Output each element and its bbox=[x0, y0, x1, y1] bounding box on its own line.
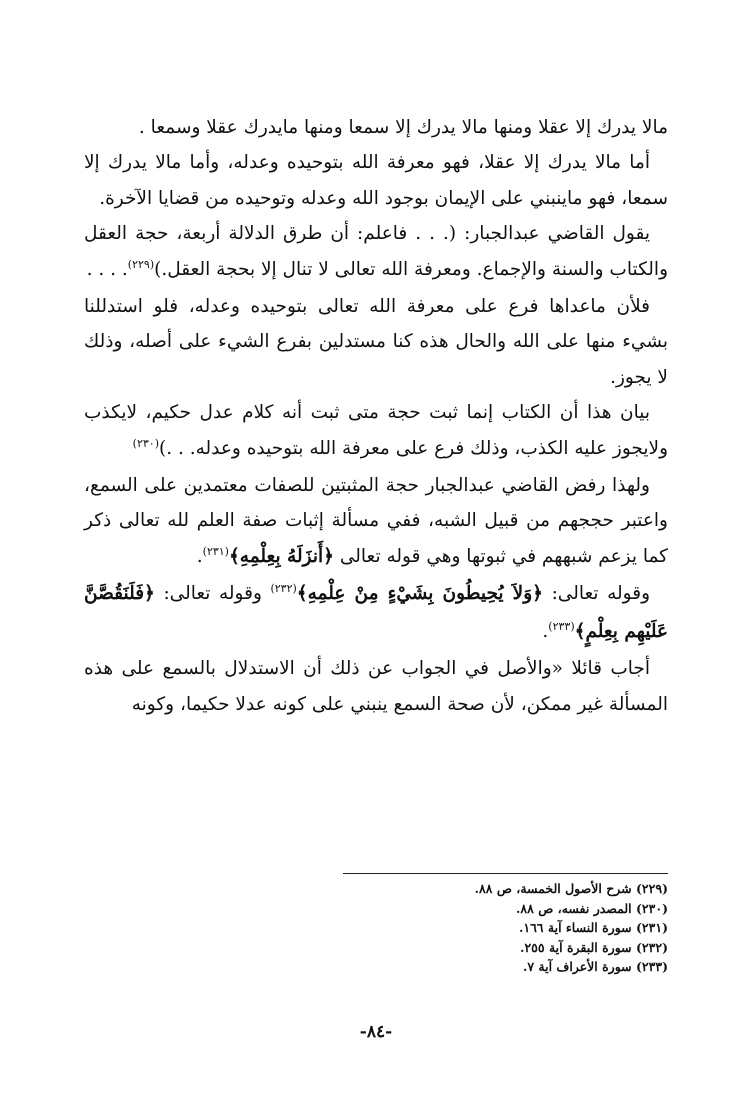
text-run: أجاب قائلا «والأصل في الجواب عن ذلك أن الاستدلال بالسمع على هذه المسألة غير ممكن، لأن صحة السمع ينبني على كونه عدلا حكيما، وكونه bbox=[84, 658, 668, 715]
text-run: . bbox=[196, 545, 203, 567]
paragraph-p7 bbox=[84, 576, 668, 651]
text-run: وقوله تعالى: bbox=[543, 583, 651, 605]
text-run: أما مالا يدرك إلا عقلا، فهو معرفة الله بتوحيده وعدله، وأما مالا يدرك إلا سمعا، فهو ماينبني على الإيمان بوجود الله وعدله وتوحيده من قضايا الآخرة. bbox=[84, 152, 668, 209]
footnote-ref: (٢٣٣) bbox=[548, 619, 575, 633]
footnote-item: (٢٣٠) المصدر نفسه، ص ٨٨. bbox=[516, 900, 668, 916]
quran-quote: ﴿أَنزَلَهُ بِعِلْمِهِ﴾ bbox=[228, 545, 334, 567]
paragraph-p8 bbox=[84, 651, 668, 722]
text-run: بيان هذا أن الكتاب إنما ثبت حجة متى ثبت أنه كلام عدل حكيم، لايكذب ولايجوز عليه الكذب، وذلك فرع على معرفة الله بتوحيده وعدله. . .) bbox=[84, 402, 668, 459]
paragraph-p2 bbox=[84, 145, 668, 216]
footnote-item: (٢٣٢) سورة البقرة آية ٢٥٥. bbox=[520, 939, 668, 955]
text-run: وقوله تعالى: bbox=[154, 583, 271, 605]
quran-quote: ﴿فَلَنَقُصَّنَّ عَلَيْهِم بِعِلْمٍ﴾ bbox=[84, 583, 668, 642]
paragraph-p5 bbox=[84, 395, 668, 468]
footnote-item: (٢٣٣) سورة الأعراف آية ٧. bbox=[522, 959, 668, 974]
paragraph-p3 bbox=[84, 216, 668, 289]
paragraph-p6 bbox=[84, 468, 668, 576]
page-number: -٨٤- bbox=[359, 1022, 393, 1042]
body-text bbox=[84, 110, 668, 722]
footnote-ref: (٢٣١) bbox=[202, 544, 229, 558]
paragraph-p4 bbox=[84, 289, 668, 395]
footnote-item: (٢٣١) سورة النساء آية ١٦٦. bbox=[519, 920, 668, 935]
footnote-ref: (٢٢٩) bbox=[127, 257, 155, 271]
quran-quote: ﴿وَلاَ يُحِيطُونَ بِشَيْءٍ مِنْ عِلْمِهِ﴾ bbox=[296, 583, 543, 605]
footnote-divider bbox=[343, 873, 668, 874]
text-run: . bbox=[542, 620, 549, 642]
text-run: يقول القاضي عبدالجبار: (. . . فاعلم: أن طرق الدلالة أربعة، حجة العقل والكتاب والسنة والإجماع. ومعرفة الله تعالى لا تنال إلا بحجة العقل.) bbox=[84, 223, 668, 280]
text-run: فلأن ماعداها فرع على معرفة الله تعالى بتوحيده وعدله، فلو استدللنا بشيء منها على الله والحال هذه كنا مستدلين بفرع الشيء على أصله، وذلك لا يجوز. bbox=[84, 296, 668, 388]
paragraph-p1 bbox=[84, 110, 668, 145]
footnote-ref: (٢٣٠) bbox=[132, 436, 159, 450]
footnote-item: (٢٢٩) شرح الأصول الخمسة، ص ٨٨. bbox=[474, 881, 668, 896]
text-run: . . . . bbox=[86, 258, 128, 280]
text-run: ولهذا رفض القاضي عبدالجبار حجة المثبتين للصفات معتمدين على السمع، واعتبر حججهم من قبيل الشبه، ففي مسألة إثبات صفة العلم لله تعالى ذكر كما يزعم شبههم في ثبوتها وهي قوله تعالى bbox=[84, 475, 668, 567]
text-run: مالا يدرك إلا عقلا ومنها مالا يدرك إلا سمعا ومنها مايدرك عقلا وسمعا . bbox=[138, 117, 668, 138]
footnotes bbox=[343, 879, 668, 977]
footnote-ref: (٢٣٢) bbox=[270, 582, 297, 596]
